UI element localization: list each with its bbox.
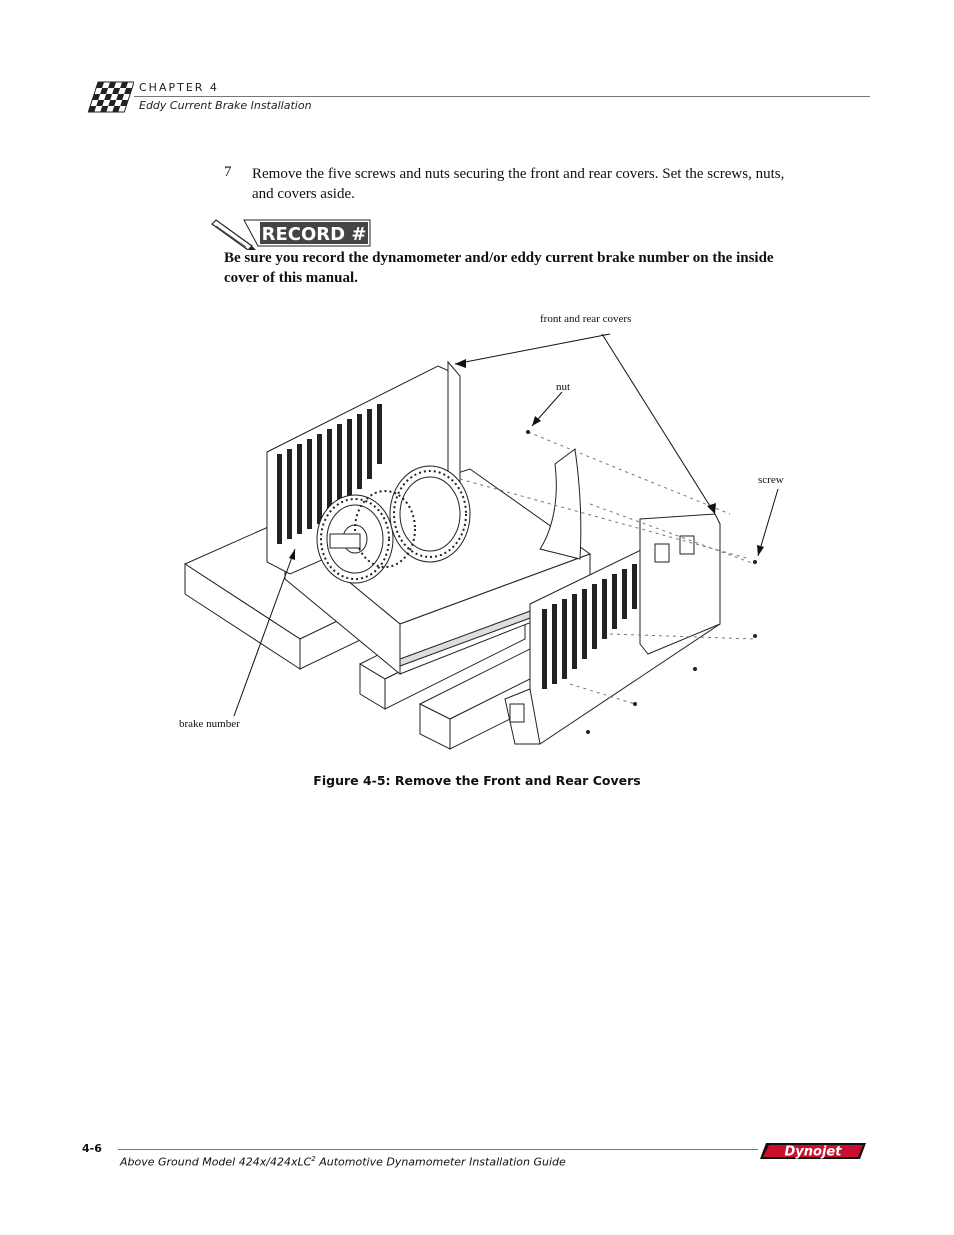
footer-title-suffix: Automotive Dynamometer Installation Guide xyxy=(315,1155,566,1169)
footer-title-prefix: Above Ground Model 424x/424xLC xyxy=(120,1155,312,1169)
dynamometer-exploded-illustration xyxy=(170,304,810,764)
label-brake-number: brake number xyxy=(179,718,240,730)
label-nut: nut xyxy=(556,381,571,393)
figure-caption: Figure 4-5: Remove the Front and Rear Covers xyxy=(313,773,641,788)
chapter-title: Eddy Current Brake Installation xyxy=(139,99,312,112)
label-front-rear-covers: front and rear covers xyxy=(540,313,632,325)
record-badge-label: RECORD # xyxy=(261,224,367,245)
footer-rule xyxy=(118,1149,758,1150)
checkered-flag-icon xyxy=(82,76,134,120)
header-rule xyxy=(134,96,870,97)
page-number: 4-6 xyxy=(82,1142,102,1155)
dynojet-logo xyxy=(760,1140,868,1162)
label-screw: screw xyxy=(758,474,784,486)
footer-title-sup: 2 xyxy=(311,1155,316,1163)
footer-title xyxy=(120,1155,566,1169)
record-badge xyxy=(206,216,374,250)
step-text: Remove the five screws and nuts securing the front and rear covers. Set the screws, nuts, and covers aside. xyxy=(252,166,785,202)
brand-text: Dynojet xyxy=(784,1144,842,1160)
chapter-label: CHAPTER 4 xyxy=(139,81,219,94)
record-note: Be sure you record the dynamometer and/or eddy current brake number on the inside cover of this manual. xyxy=(224,250,774,286)
step-number: 7 xyxy=(224,164,232,180)
